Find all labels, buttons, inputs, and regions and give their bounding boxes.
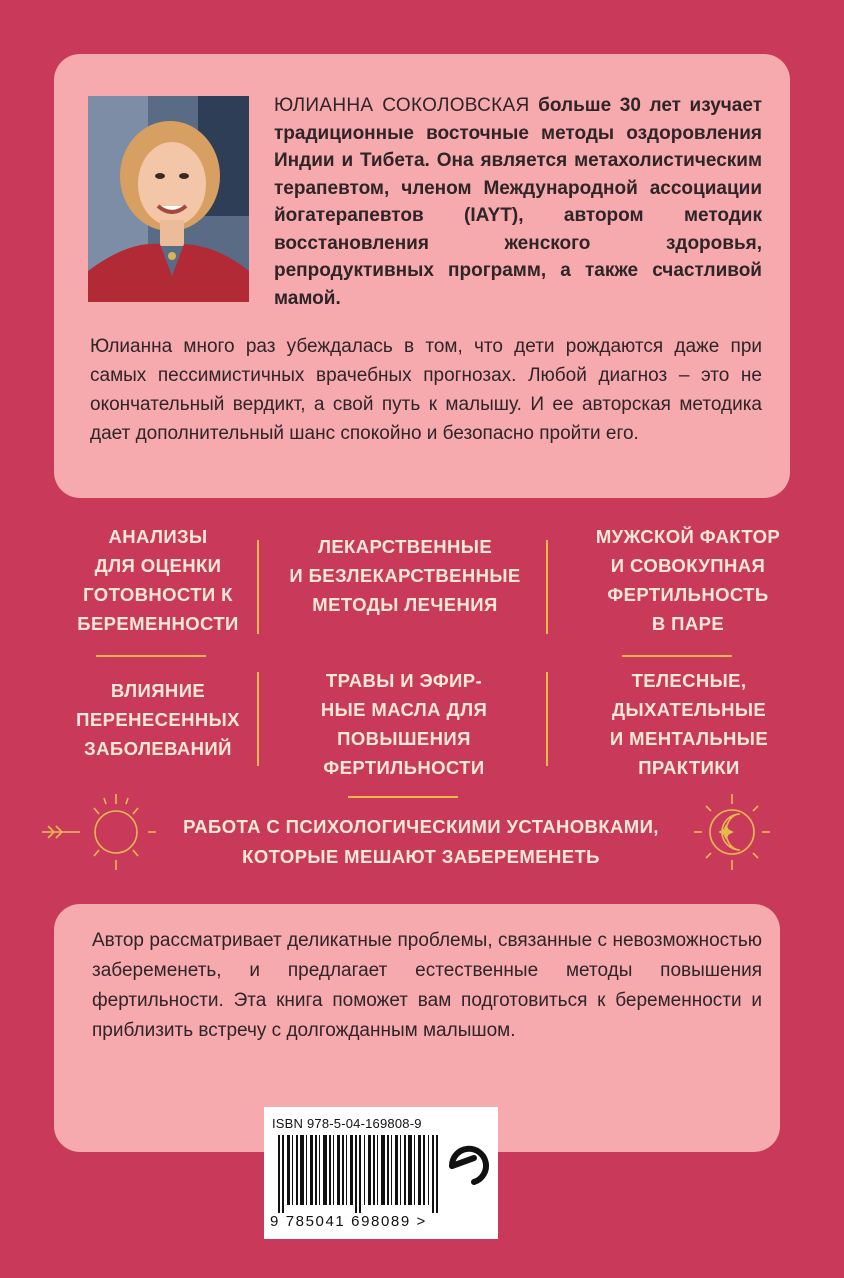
author-bio — [274, 92, 762, 312]
barcode-digits: 9 785041 698089 > — [270, 1213, 427, 1230]
topic-label: ВЛИЯНИЕ ПЕРЕНЕСЕННЫХ ЗАБОЛЕВАНИЙ — [76, 680, 240, 759]
author-name: ЮЛИАННА СОКОЛОВСКАЯ — [274, 95, 530, 116]
sun-icon — [40, 790, 160, 876]
divider-vertical — [546, 540, 548, 634]
author-intro: Юлианна много раз убеждалась в том, что дети рождаются даже при самых пессимистичных врачебных прогнозах. Любой диагноз – это не окончательный вердикт, а свой путь к малышу. И ее авторская методика дает дополнительный шанс спокойно и безопасно пройти его. — [90, 336, 762, 444]
publisher-logo-icon — [444, 1132, 490, 1196]
topic-label: ТЕЛЕСНЫЕ, ДЫХАТЕЛЬНЫЕ И МЕНТАЛЬНЫЕ ПРАКТИКИ — [609, 670, 769, 778]
topic-male-factor — [568, 522, 808, 638]
divider-horizontal — [96, 655, 206, 657]
divider-horizontal — [622, 655, 732, 657]
topic-label: МУЖСКОЙ ФАКТОР И СОВОКУПНАЯ ФЕРТИЛЬНОСТЬ В ПАРЕ — [595, 526, 781, 634]
topic-label: АНАЛИЗЫ ДЛЯ ОЦЕНКИ ГОТОВНОСТИ К БЕРЕМЕННОСТИ — [77, 526, 239, 634]
divider-horizontal — [348, 796, 458, 798]
barcode-bars — [278, 1135, 442, 1213]
topic-label: ЛЕКАРСТВЕННЫЕ И БЕЗЛЕКАРСТВЕННЫЕ МЕТОДЫ ЛЕЧЕНИЯ — [289, 536, 521, 615]
topic-diseases — [60, 676, 256, 763]
divider-vertical — [546, 672, 548, 766]
book-summary: Автор рассматривает деликатные проблемы, связанные с невозможностью забеременеть, и предлагает естественные методы повышения фертильности. Эта книга поможет вам подготовиться к беременности и приблизить встречу с долгожданным малышом. — [92, 930, 762, 1041]
author-photo — [88, 96, 249, 302]
moon-icon — [690, 790, 780, 876]
topic-tests — [60, 522, 256, 638]
highlight-text: РАБОТА С ПСИХОЛОГИЧЕСКИМИ УСТАНОВКАМИ, КОТОРЫЕ МЕШАЮТ ЗАБЕРЕМЕНЕТЬ — [183, 816, 659, 867]
isbn-text: ISBN 978-5-04-169808-9 — [272, 1116, 422, 1131]
divider-vertical — [257, 672, 259, 766]
divider-vertical — [257, 540, 259, 634]
topic-label: ТРАВЫ И ЭФИР- НЫЕ МАСЛА ДЛЯ ПОВЫШЕНИЯ ФЕРТИЛЬНОСТИ — [320, 670, 488, 778]
topic-herbs-oils — [284, 666, 524, 782]
topic-practices — [574, 666, 804, 782]
author-bio-text: больше 30 лет изучает традиционные восточные методы оздоровления Индии и Тибета. Она является метахолистическим терапевтом, членом Международной ассоциации йогатерапевтов (IAYT), автором методик восстановления женского здоровья, репродуктивных программ, а также счастливой мамой. — [274, 95, 762, 309]
topic-treatment-methods — [270, 532, 540, 619]
